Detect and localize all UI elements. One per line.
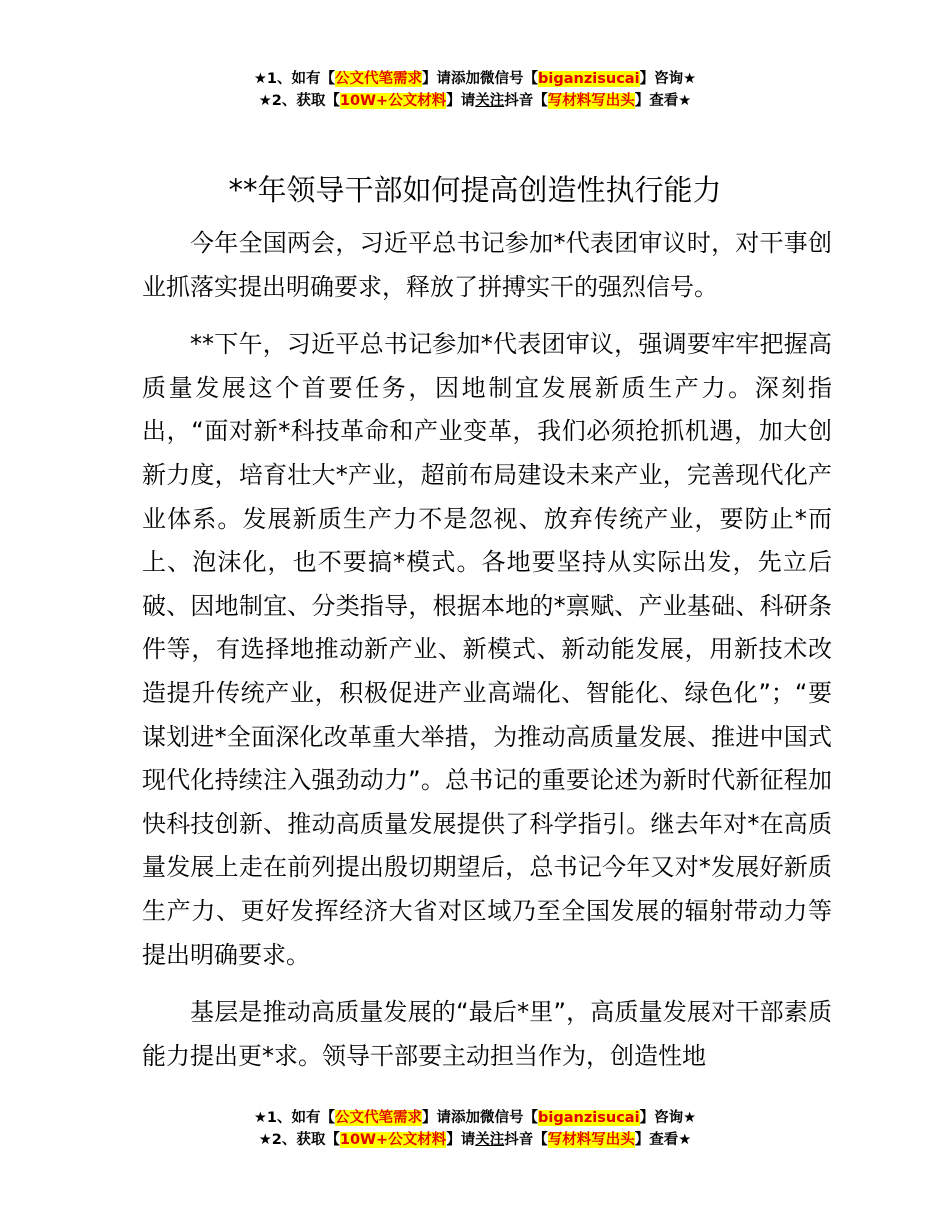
banner-text: ★2、获取【 [258,1132,340,1148]
banner-line-1 [0,68,950,90]
banner-highlight: 写材料写出头 [547,1132,635,1148]
banner-highlight: 10W+公文材料 [339,93,447,109]
banner-text: 】查看★ [634,93,692,109]
banner-line-2 [0,1129,950,1151]
banner-text: 】请添加微信号【 [422,1110,539,1126]
banner-highlight: 公文代笔需求 [335,71,423,87]
banner-highlight: biganzisucai [538,71,640,87]
paragraph: 基层是推动高质量发展的“最后*里”，高质量发展对干部素质能力提出更*求。领导干部要主动担当作为，创造性地 [142,998,832,1070]
banner-text: 】查看★ [634,1132,692,1148]
banner-text: 】请添加微信号【 [422,71,539,87]
document-title: **年领导干部如何提高创造性执行能力 [228,173,722,207]
footer-banner [0,1107,950,1151]
banner-underlined: 关注 [475,93,505,109]
banner-highlight: 公文代笔需求 [335,1110,423,1126]
banner-highlight: biganzisucai [538,1110,640,1126]
paragraph: **下午，习近平总书记参加*代表团审议，强调要牢牢把握高质量发展这个首要任务，因地制宜发展新质生产力。深刻指出，“面对新*科技革命和产业变革，我们必须抢抓机遇，加大创新力度，培育壮大*产业，超前布局建设未来产业，完善现代化产业体系。发展新质生产力不是忽视、放弃传统产业，要防止*而上、泡沫化，也不要搞*模式。各地要坚持从实际出发，先立后破、因地制宜、分类指导，根据本地的*禀赋、产业基础、科研条件等，有选择地推动新产业、新模式、新动能发展，用新技术改造提升传统产业，积极促进产业高端化、智能化、绿色化”；“要谋划进*全面深化改革重大举措，为推动高质量发展、推进中国式现代化持续注入强劲动力”。总书记的重要论述为新时代新征程加快科技创新、推动高质量发展提供了科学指引。继去年对*在高质量发展上走在前列提出殷切期望后，总书记今年又对*发展好新质生产力、更好发挥经济大省对区域乃至全国发展的辐射带动力等提出明确要求。 [142,330,832,969]
banner-text: 】请 [446,93,476,109]
banner-text: 】咨询★ [639,71,697,87]
banner-text: 】咨询★ [639,1110,697,1126]
banner-text: ★2、获取【 [258,93,340,109]
banner-highlight: 写材料写出头 [547,93,635,109]
banner-text: 抖音【 [504,93,548,109]
paragraph: 今年全国两会，习近平总书记参加*代表团审议时，对干事创业抓落实提出明确要求，释放了拼搏实干的强烈信号。 [142,229,832,301]
banner-line-1 [0,1107,950,1129]
banner-line-2 [0,90,950,112]
banner-underlined: 关注 [475,1132,505,1148]
document-body [142,222,832,1092]
banner-highlight: 10W+公文材料 [339,1132,447,1148]
header-banner [0,68,950,112]
banner-text: ★1、如有【 [253,1110,336,1126]
banner-text: 】请 [446,1132,476,1148]
banner-text: ★1、如有【 [253,71,336,87]
banner-text: 抖音【 [504,1132,548,1148]
